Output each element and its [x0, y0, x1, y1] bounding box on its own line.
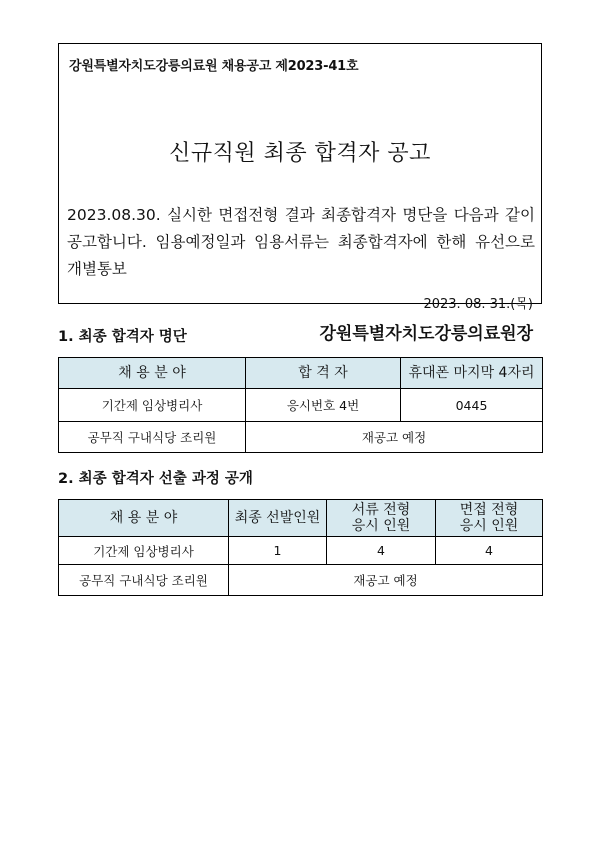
cell-re-announce: 재공고 예정 [246, 422, 543, 453]
cell-field: 기간제 임상병리사 [59, 389, 246, 422]
selection-table-header [59, 500, 543, 537]
cell-finalist: 응시번호 4번 [246, 389, 401, 422]
selection-process-table [58, 499, 543, 596]
notice-number: 강원특별자치도강릉의료원 채용공고 제2023-41호 [69, 59, 359, 74]
header-phone-last4: 휴대폰 마지막 4자리 [401, 358, 543, 389]
notice-date: 2023. 08. 31.(목) [423, 297, 533, 312]
header-field: 채 용 분 야 [59, 358, 246, 389]
header-final-selected: 최종 선발인원 [229, 500, 327, 537]
notice-body: 2023.08.30. 실시한 면접전형 결과 최종합격자 명단을 다음과 같이 공고합니다. 임용예정일과 임용서류는 최종합격자에 한해 유선으로 개별통보 [67, 206, 535, 278]
cell-field: 공무직 구내식당 조리원 [59, 422, 246, 453]
header-field: 채 용 분 야 [59, 500, 229, 537]
notice-signature: 강원특별자치도강릉의료원장 [319, 324, 533, 344]
cell-final-selected: 1 [229, 537, 327, 565]
cell-field: 기간제 임상병리사 [59, 537, 229, 565]
header-document-applicants: 서류 전형 응시 인원 [327, 500, 436, 537]
table-row [59, 537, 543, 565]
finalist-table-header [59, 358, 543, 389]
cell-re-announce: 재공고 예정 [229, 565, 543, 596]
cell-phone-last4: 0445 [401, 389, 543, 422]
header-interview-applicants: 면접 전형 응시 인원 [436, 500, 543, 537]
finalist-table [58, 357, 543, 453]
cell-field: 공무직 구내식당 조리원 [59, 565, 229, 596]
notice-title: 신규직원 최종 합격자 공고 [169, 141, 431, 166]
table-row [59, 565, 543, 596]
header-finalist: 합 격 자 [246, 358, 401, 389]
cell-document-applicants: 4 [327, 537, 436, 565]
table-row [59, 422, 543, 453]
cell-interview-applicants: 4 [436, 537, 543, 565]
section2-heading: 2. 최종 합격자 선출 과정 공개 [58, 471, 253, 487]
table-row [59, 389, 543, 422]
section1-heading: 1. 최종 합격자 명단 [58, 329, 187, 345]
